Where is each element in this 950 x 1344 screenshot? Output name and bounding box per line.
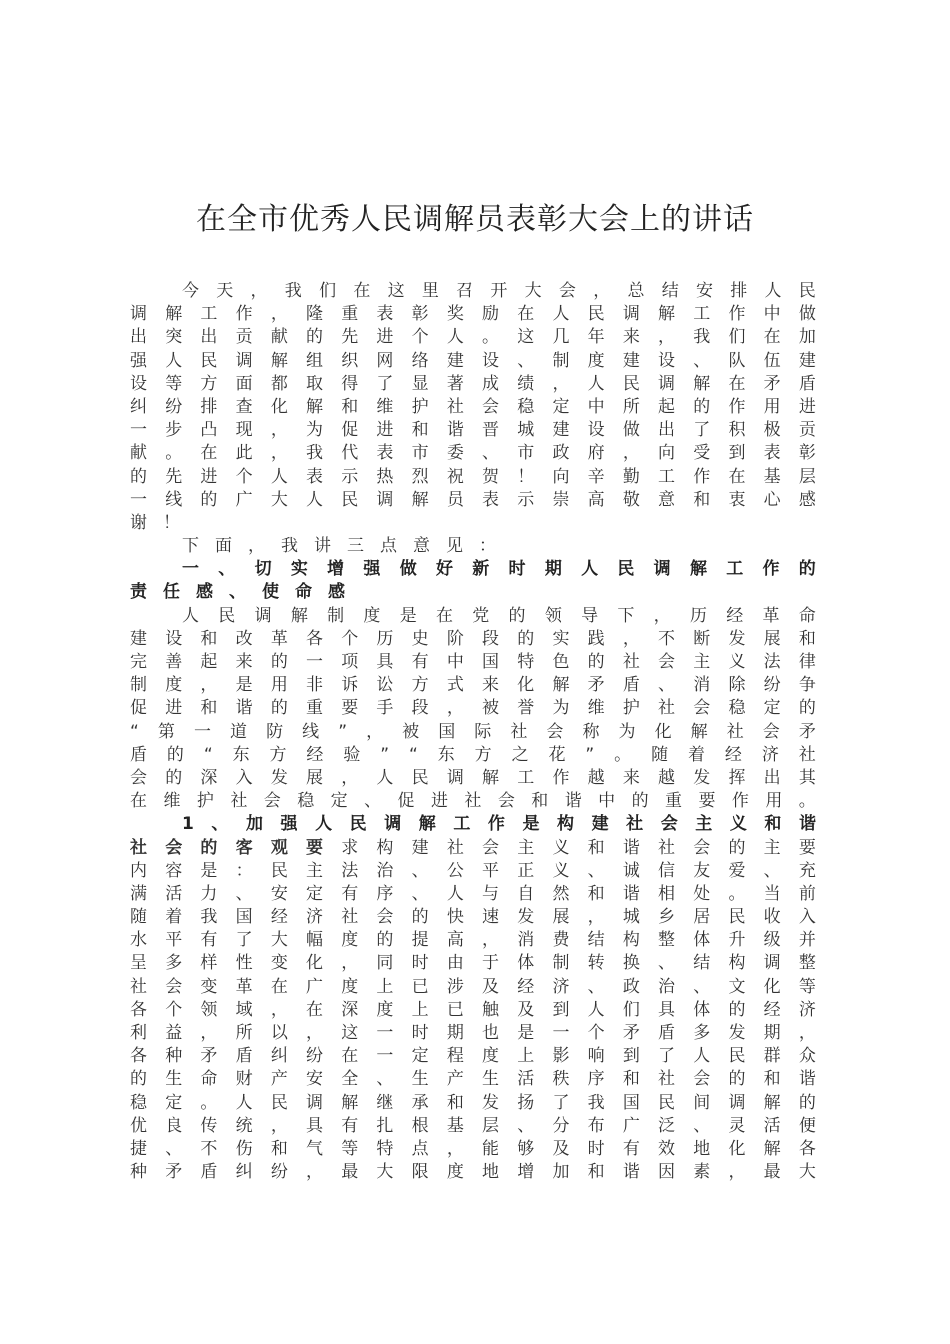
paragraph-line: 种 矛 盾 纠 纷 ， 最 大 限 度 地 增 加 和 谐 因 素 ， 最 大 [130,1162,816,1183]
paragraph-line: 促 进 和 谐 的 重 要 手 段 ， 被 誉 为 维 护 社 会 稳 定 的 [130,698,816,719]
paragraph-line: 纠 纷 排 查 化 解 和 维 护 社 会 稳 定 中 所 起 的 作 用 进 [130,396,816,417]
paragraph-line: 下 面 ， 我 讲 三 点 意 见 ： [182,536,496,557]
paragraph-line: 完 善 起 来 的 一 项 具 有 中 国 特 色 的 社 会 主 义 法 律 [130,652,816,672]
paragraph-line: 呈 多 样 性 变 化 ， 同 时 由 于 体 制 转 换 、 结 构 调 整 [130,953,816,974]
paragraph-line: 内 容 是 ： 民 主 法 治 、 公 平 正 义 、 诚 信 友 爱 、 充 [130,860,816,881]
paragraph-line: 的 先 进 个 人 表 示 热 烈 祝 贺 ！ 向 辛 勤 工 作 在 基 层 [130,466,816,487]
paragraph-line: 今 天 ， 我 们 在 这 里 召 开 大 会 ， 总 结 安 排 人 民 [182,281,816,301]
paragraph-line: 社 会 变 革 在 广 度 上 已 涉 及 经 济 、 政 治 、 文 化 等 [130,976,816,997]
paragraph-line: 水 平 有 了 大 幅 度 的 提 高 ， 消 费 结 构 整 体 升 级 并 [130,930,816,951]
paragraph-line: 献 。 在 此 ， 我 代 表 市 委 、 市 政 府 ， 向 受 到 表 彰 [130,443,816,464]
paragraph-line: 建 设 和 改 革 各 个 历 史 阶 段 的 实 践 ， 不 断 发 展 和 [130,628,816,649]
page-title: 在全市优秀人民调解员表彰大会上的讲话 [196,202,754,237]
paragraph-line: 出 突 出 贡 献 的 先 进 个 人 。 这 几 年 来 ， 我 们 在 加 [130,327,816,348]
paragraph-line: 的 生 命 财 产 安 全 、 生 产 生 活 秩 序 和 社 会 的 和 谐 [130,1069,816,1090]
paragraph-line: 盾 的 “ 东 方 经 验 ” “ 东 方 之 花 ” 。 随 着 经 济 社 [130,744,816,765]
paragraph-line: 制 度 ， 是 用 非 诉 讼 方 式 来 化 解 矛 盾 、 消 除 纷 争 [130,675,816,696]
paragraph-line: 利 益 ， 所 以 ， 这 一 时 期 也 是 一 个 矛 盾 多 发 期 ， [130,1023,816,1043]
paragraph-line: 社 会 的 客 观 要 求 构 建 社 会 主 义 和 谐 社 会 的 主 要 [130,837,816,858]
paragraph-line: 人 民 调 解 制 度 是 在 党 的 领 导 下 ， 历 经 革 命 [182,605,816,626]
paragraph-line: 满 活 力 、 安 定 有 序 、 人 与 自 然 和 谐 相 处 。 当 前 [130,883,816,904]
paragraph-line: 各 个 领 域 ， 在 深 度 上 已 触 及 到 人 们 具 体 的 经 济 [130,999,816,1020]
paragraph-line: 设 等 方 面 都 取 得 了 显 著 成 绩 ， 人 民 调 解 在 矛 盾 [130,373,816,394]
paragraph-line: 调 解 工 作 ， 隆 重 表 彰 奖 励 在 人 民 调 解 工 作 中 做 [130,304,816,325]
paragraph-line: 强 人 民 调 解 组 织 网 络 建 设 、 制 度 建 设 、 队 伍 建 [130,350,816,371]
section-heading-line: 一 、 切 实 增 强 做 好 新 时 期 人 民 调 解 工 作 的 [182,559,816,580]
paragraph-line: 谢 ！ [130,512,180,533]
paragraph-line: 各 种 矛 盾 纠 纷 在 一 定 程 度 上 影 响 到 了 人 民 群 众 [130,1046,816,1067]
document-body [130,280,816,1184]
paragraph-line: 捷 、 不 伤 和 气 等 特 点 ， 能 够 及 时 有 效 地 化 解 各 [130,1138,816,1159]
section-heading-line: 1 、 加 强 人 民 调 解 工 作 是 构 建 社 会 主 义 和 谐 [182,814,816,835]
paragraph-line: 在 维 护 社 会 稳 定 、 促 进 社 会 和 谐 中 的 重 要 作 用 。 [130,791,816,812]
paragraph-line: 一 线 的 广 大 人 民 调 解 员 表 示 崇 高 敬 意 和 衷 心 感 [130,489,816,510]
paragraph-line: 会 的 深 入 发 展 ， 人 民 调 解 工 作 越 来 越 发 挥 出 其 [130,767,816,788]
paragraph-line: “ 第 一 道 防 线 ” ， 被 国 际 社 会 称 为 化 解 社 会 矛 [130,721,816,742]
paragraph-line: 随 着 我 国 经 济 社 会 的 快 速 发 展 ， 城 乡 居 民 收 入 [130,907,816,928]
paragraph-line: 稳 定 。 人 民 调 解 继 承 和 发 扬 了 我 国 民 间 调 解 的 [130,1092,816,1113]
paragraph-line: 优 良 传 统 ， 具 有 扎 根 基 层 、 分 布 广 泛 、 灵 活 便 [130,1115,816,1136]
paragraph-line: 一 步 凸 现 ， 为 促 进 和 谐 晋 城 建 设 做 出 了 积 极 贡 [130,420,816,441]
section-heading-line: 责 任 感 、 使 命 感 [130,582,345,603]
